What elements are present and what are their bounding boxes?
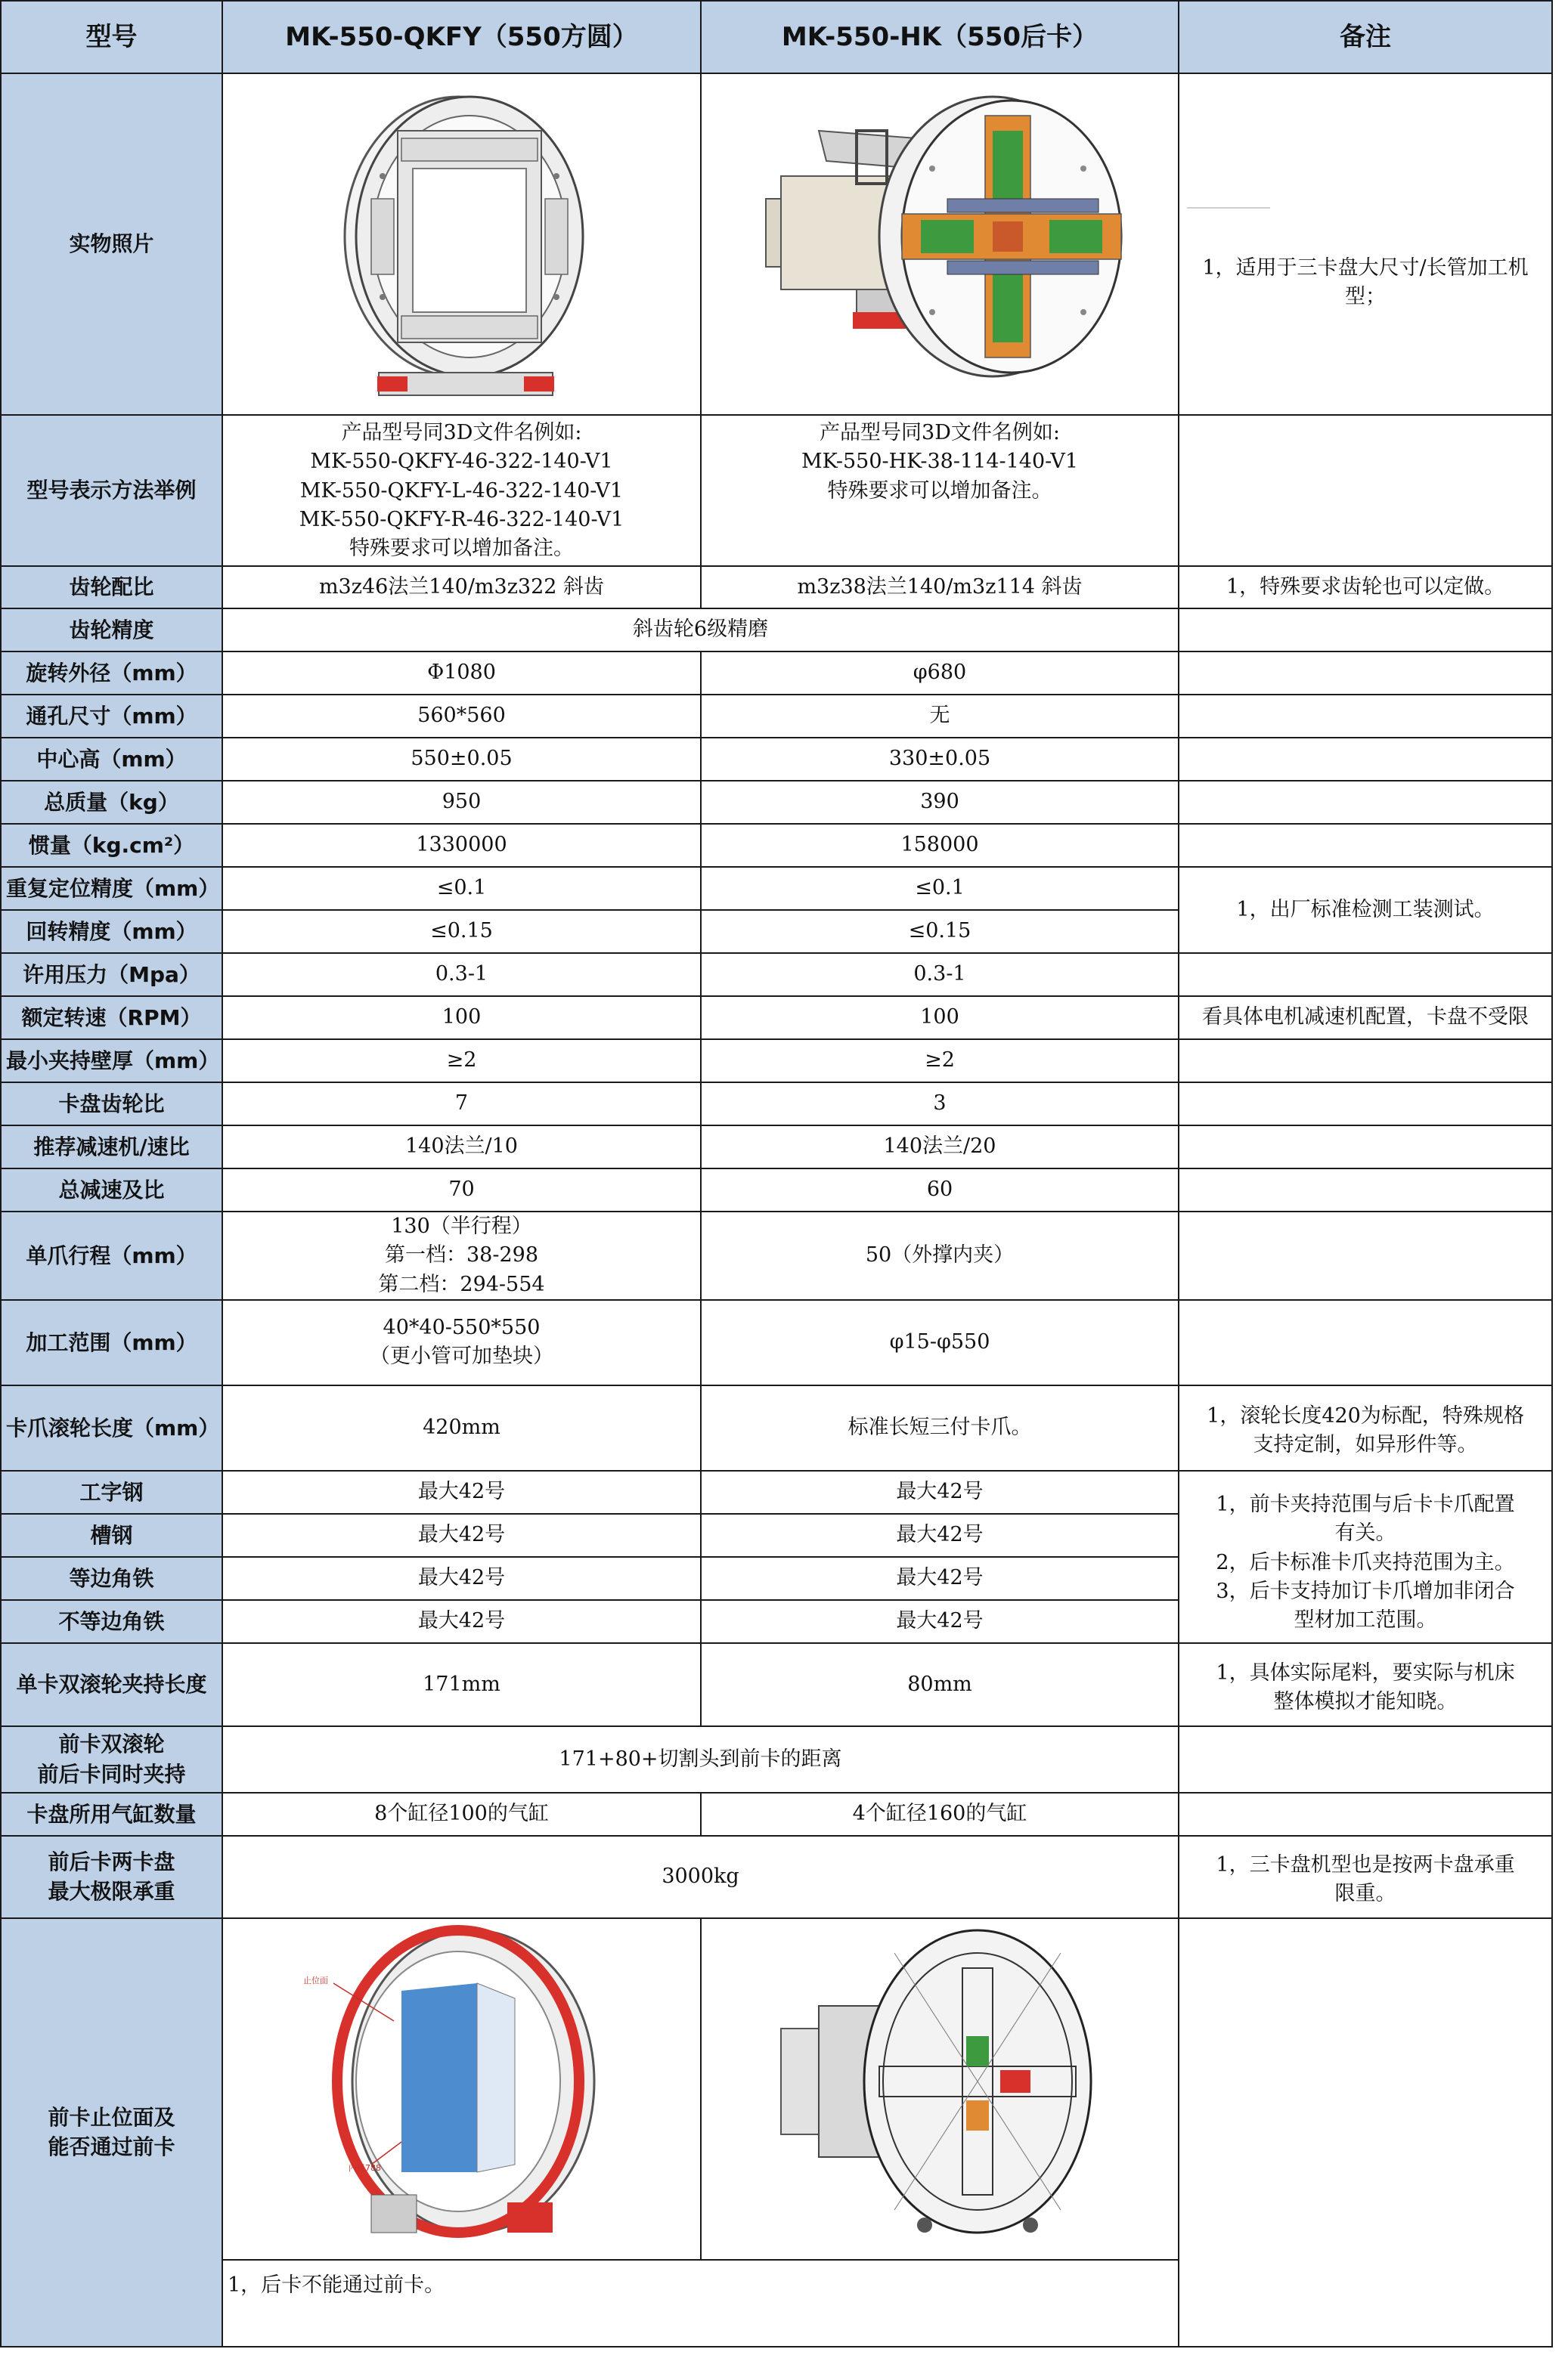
spec-a: 7 — [222, 1082, 701, 1125]
stroke-a-line: 130（半行程） — [391, 1215, 532, 1238]
photo-remark-text: 1，适用于三卡盘大尺寸/长管加工机型； — [1202, 255, 1529, 308]
naming-b-line: MK-550-HK-38-114-140-V1 — [801, 450, 1079, 474]
pressure-a: 0.3-1 — [222, 953, 701, 996]
photo-qkfy — [228, 85, 696, 403]
spec-label: 通孔尺寸（mm） — [1, 695, 222, 738]
gear-precision-row — [1, 608, 1552, 651]
stroke-label: 单爪行程（mm） — [1, 1212, 222, 1300]
spec-a: 140法兰/10 — [222, 1125, 701, 1168]
photo-row — [1, 73, 1552, 415]
spec-label: 总质量（kg） — [1, 781, 222, 824]
pressure-b: 0.3-1 — [701, 953, 1179, 996]
max-load-label-line: 最大极限承重 — [48, 1879, 175, 1905]
empty-remark — [1179, 781, 1552, 824]
naming-b-line: 产品型号同3D文件名例如: — [820, 421, 1060, 444]
gear-ratio-label: 齿轮配比 — [1, 566, 222, 608]
spec-b: 330±0.05 — [701, 738, 1179, 781]
spec-b: φ680 — [701, 651, 1179, 695]
cylinders-row — [1, 1793, 1552, 1836]
header-model-a: MK-550-QKFY（550方圆） — [222, 1, 701, 73]
spec-row — [1, 1125, 1552, 1168]
photo-b-cell — [701, 73, 1179, 415]
stroke-row — [1, 1212, 1552, 1300]
bore-annotation: 内径788 — [348, 2162, 381, 2173]
cylinders-label: 卡盘所用气缸数量 — [1, 1793, 222, 1836]
spec-a: Φ1080 — [222, 651, 701, 695]
profile-row — [1, 1471, 1552, 1514]
clamp-length-remark-line: 1，具体实际尾料，要实际与机床 — [1216, 1660, 1515, 1685]
profile-b: 最大42号 — [701, 1514, 1179, 1557]
spec-b: 390 — [701, 781, 1179, 824]
gear-ratio-a: m3z46法兰140/m3z322 斜齿 — [222, 566, 701, 608]
profile-b: 最大42号 — [701, 1471, 1179, 1514]
max-load-remark-line: 限重。 — [1334, 1882, 1396, 1906]
clamp-length-label: 单卡双滚轮夹持长度 — [1, 1643, 222, 1726]
photo-remark — [1179, 73, 1552, 415]
header-model-label: 型号 — [1, 1, 222, 73]
profiles-remark-line: 2，后卡标准卡爪夹持范围为主。 — [1216, 1550, 1515, 1574]
spec-a: 70 — [222, 1168, 701, 1212]
empty-remark — [1179, 1039, 1552, 1082]
profile-label: 槽钢 — [1, 1514, 222, 1557]
naming-a-line: 产品型号同3D文件名例如: — [341, 421, 582, 444]
range-b: φ15-φ550 — [701, 1300, 1179, 1385]
header-row — [1, 1, 1552, 73]
roller-label: 卡爪滚轮长度（mm） — [1, 1385, 222, 1471]
spec-b: 3 — [701, 1082, 1179, 1125]
hk-section-image — [773, 1923, 1106, 2255]
stop-face-label-line: 能否通过前卡 — [48, 2134, 175, 2160]
naming-a — [222, 415, 701, 566]
spec-label: 卡盘齿轮比 — [1, 1082, 222, 1125]
naming-a-line: 特殊要求可以增加备注。 — [349, 537, 574, 561]
empty-remark — [1179, 1918, 1552, 2347]
profiles-remark-line: 3，后卡支持加订卡爪增加非闭合 — [1216, 1580, 1515, 1604]
naming-remark — [1179, 415, 1552, 566]
spec-row — [1, 1168, 1552, 1212]
speed-b: 100 — [701, 996, 1179, 1039]
clamp-length-row — [1, 1643, 1552, 1726]
empty-remark — [1179, 1300, 1552, 1385]
header-remark: 备注 — [1179, 1, 1552, 73]
naming-a-line: MK-550-QKFY-L-46-322-140-V1 — [299, 478, 624, 503]
stop-face-qkfy — [228, 1923, 696, 2255]
roller-remark — [1179, 1385, 1552, 1471]
gear-ratio-remark: 1，特殊要求齿轮也可以定做。 — [1179, 566, 1552, 608]
max-load-label-line: 前后卡两卡盘 — [48, 1849, 175, 1874]
spec-label: 惯量（kg.cm²） — [1, 824, 222, 867]
spec-row — [1, 781, 1552, 824]
speed-label: 额定转速（RPM） — [1, 996, 222, 1039]
profile-label: 不等边角铁 — [1, 1600, 222, 1643]
stop-face-annotation: 止位面 — [302, 1975, 328, 1985]
range-label: 加工范围（mm） — [1, 1300, 222, 1385]
spec-b: 158000 — [701, 824, 1179, 867]
empty-remark — [1179, 1726, 1552, 1793]
cylinders-a: 8个缸径100的气缸 — [222, 1793, 701, 1836]
profile-a: 最大42号 — [222, 1557, 701, 1600]
spec-b: 140法兰/20 — [701, 1125, 1179, 1168]
profiles-remark-line: 1，前卡夹持范围与后卡卡爪配置 — [1216, 1493, 1515, 1517]
empty-remark — [1179, 953, 1552, 996]
stop-face-note: 1，后卡不能通过前卡。 — [222, 2260, 1179, 2347]
clamp-length-remark-line: 整体模拟才能知晓。 — [1273, 1689, 1458, 1713]
profile-a: 最大42号 — [222, 1471, 701, 1514]
profile-label: 等边角铁 — [1, 1557, 222, 1600]
repeat-accuracy-label: 重复定位精度（mm） — [1, 867, 222, 910]
empty-remark — [1179, 608, 1552, 651]
max-load-remark — [1179, 1836, 1552, 1918]
naming-b-line: 特殊要求可以增加备注。 — [827, 478, 1052, 503]
stop-face-b-cell — [701, 1918, 1179, 2260]
spec-row — [1, 1082, 1552, 1125]
rotation-accuracy-b: ≤0.15 — [701, 910, 1179, 953]
clamp-length-a: 171mm — [222, 1643, 701, 1726]
stop-face-row — [1, 1918, 1552, 2260]
range-row — [1, 1300, 1552, 1385]
roller-remark-line: 支持定制，如异形件等。 — [1253, 1433, 1478, 1457]
accuracy-remark: 1，出厂标准检测工装测试。 — [1179, 867, 1552, 953]
spec-a: ≥2 — [222, 1039, 701, 1082]
speed-row — [1, 996, 1552, 1039]
spec-a: 950 — [222, 781, 701, 824]
profile-b: 最大42号 — [701, 1557, 1179, 1600]
front-rear-label-line: 前卡双滚轮 — [58, 1732, 165, 1757]
pressure-row — [1, 953, 1552, 996]
gear-ratio-b: m3z38法兰140/m3z114 斜齿 — [701, 566, 1179, 608]
cylinders-b: 4个缸径160的气缸 — [701, 1793, 1179, 1836]
naming-label: 型号表示方法举例 — [1, 415, 222, 566]
spec-row — [1, 1039, 1552, 1082]
spec-row — [1, 695, 1552, 738]
empty-remark — [1179, 1082, 1552, 1125]
stroke-a-line: 第一档：38-298 — [384, 1243, 538, 1267]
empty-remark — [1179, 1125, 1552, 1168]
spec-row — [1, 651, 1552, 695]
stroke-b: 50（外撑内夹） — [701, 1212, 1179, 1300]
stroke-a-line: 第二档：294-554 — [378, 1272, 545, 1296]
spec-row — [1, 738, 1552, 781]
roller-b: 标准长短三付卡爪。 — [701, 1385, 1179, 1471]
empty-remark — [1179, 1168, 1552, 1212]
naming-b — [701, 415, 1179, 566]
speed-a: 100 — [222, 996, 701, 1039]
profiles-remark-line: 型材加工范围。 — [1294, 1608, 1437, 1633]
naming-row — [1, 415, 1552, 566]
spec-row — [1, 824, 1552, 867]
rotation-accuracy-label: 回转精度（mm） — [1, 910, 222, 953]
repeat-accuracy-a: ≤0.1 — [222, 867, 701, 910]
max-load-value: 3000kg — [222, 1836, 1179, 1918]
max-load-label — [1, 1836, 222, 1918]
spec-b: 60 — [701, 1168, 1179, 1212]
roller-a: 420mm — [222, 1385, 701, 1471]
stop-face-label — [1, 1918, 222, 2347]
range-a — [222, 1300, 701, 1385]
front-rear-label-line: 前后卡同时夹持 — [37, 1761, 186, 1787]
max-load-row — [1, 1836, 1552, 1918]
stroke-a — [222, 1212, 701, 1300]
photo-label: 实物照片 — [1, 73, 222, 415]
empty-remark — [1179, 695, 1552, 738]
chuck-hk-image — [743, 85, 1136, 403]
spec-a: 560*560 — [222, 695, 701, 738]
empty-remark — [1179, 651, 1552, 695]
roller-row — [1, 1385, 1552, 1471]
header-model-b: MK-550-HK（550后卡） — [701, 1, 1179, 73]
profiles-remark — [1179, 1471, 1552, 1643]
spec-label: 中心高（mm） — [1, 738, 222, 781]
profiles-remark-line: 有关。 — [1334, 1521, 1396, 1546]
empty-remark — [1179, 1793, 1552, 1836]
spec-label: 旋转外径（mm） — [1, 651, 222, 695]
photo-a-cell — [222, 73, 701, 415]
max-load-remark-line: 1，三卡盘机型也是按两卡盘承重 — [1216, 1853, 1515, 1877]
profile-label: 工字钢 — [1, 1471, 222, 1514]
spec-label: 总减速及比 — [1, 1168, 222, 1212]
profile-a: 最大42号 — [222, 1514, 701, 1557]
empty-remark — [1179, 738, 1552, 781]
gear-precision-value: 斜齿轮6级精磨 — [222, 608, 1179, 651]
stop-face-a-cell — [222, 1918, 701, 2260]
repeat-accuracy-row — [1, 867, 1552, 910]
spec-a: 550±0.05 — [222, 738, 701, 781]
pressure-label: 许用压力（Mpa） — [1, 953, 222, 996]
remark-divider — [1187, 207, 1270, 209]
range-a-line: （更小管可加垫块） — [370, 1345, 553, 1369]
empty-remark — [1179, 1212, 1552, 1300]
clamp-length-b: 80mm — [701, 1643, 1179, 1726]
spec-label: 推荐减速机/速比 — [1, 1125, 222, 1168]
profile-b: 最大42号 — [701, 1600, 1179, 1643]
spec-label: 最小夹持壁厚（mm） — [1, 1039, 222, 1082]
roller-remark-line: 1，滚轮长度420为标配，特殊规格 — [1207, 1404, 1524, 1428]
empty-remark — [1179, 824, 1552, 867]
qkfy-section-image — [288, 1923, 636, 2255]
clamp-length-remark — [1179, 1643, 1552, 1726]
naming-a-line: MK-550-QKFY-R-46-322-140-V1 — [299, 507, 624, 531]
spec-b: ≥2 — [701, 1039, 1179, 1082]
naming-a-line: MK-550-QKFY-46-322-140-V1 — [310, 450, 613, 474]
front-rear-value: 171+80+切割头到前卡的距离 — [222, 1726, 1179, 1793]
spec-b: 无 — [701, 695, 1179, 738]
stop-face-label-line: 前卡止位面及 — [48, 2104, 175, 2130]
speed-remark: 看具体电机减速机配置，卡盘不受限 — [1179, 996, 1552, 1039]
photo-hk — [706, 85, 1173, 403]
gear-precision-label: 齿轮精度 — [1, 608, 222, 651]
spec-a: 1330000 — [222, 824, 701, 867]
repeat-accuracy-b: ≤0.1 — [701, 867, 1179, 910]
gear-ratio-row — [1, 566, 1552, 608]
chuck-qkfy-image — [326, 85, 598, 403]
stop-face-hk — [706, 1923, 1173, 2255]
front-rear-label — [1, 1726, 222, 1793]
profile-a: 最大42号 — [222, 1600, 701, 1643]
front-rear-row — [1, 1726, 1552, 1793]
range-a-line: 40*40-550*550 — [383, 1316, 541, 1340]
rotation-accuracy-a: ≤0.15 — [222, 910, 701, 953]
